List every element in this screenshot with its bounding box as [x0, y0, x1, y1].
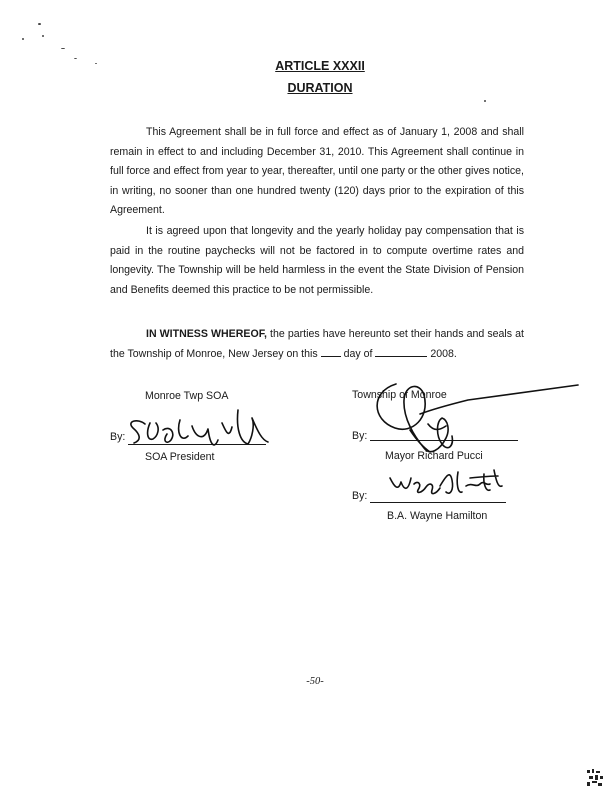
day-blank	[321, 346, 341, 357]
article-title: ARTICLE XXXII	[275, 59, 365, 73]
scan-speck	[484, 100, 486, 102]
ba-signature	[390, 470, 502, 494]
right-signer-2: B.A. Wayne Hamilton	[387, 510, 488, 522]
witness-year: 2008.	[427, 347, 457, 360]
witness-lead: IN WITNESS WHEREOF,	[146, 328, 267, 340]
section-title: DURATION	[287, 81, 353, 95]
right-by-label-2: By:	[352, 490, 368, 502]
right-by-label-1: By:	[352, 430, 368, 442]
scan-speck	[42, 35, 44, 37]
page-number: -50-	[306, 676, 324, 687]
right-signature-line-1	[370, 440, 518, 441]
right-signer-1: Mayor Richard Pucci	[385, 450, 483, 462]
witness-text: the parties have hereunto set their hands and seals at the Township of Monroe, New Jersey on this	[110, 328, 524, 360]
scan-corner-mark	[586, 768, 606, 788]
right-party-name: Township of Monroe	[352, 389, 447, 401]
left-by-label: By:	[110, 431, 126, 443]
paragraph-duration: This Agreement shall be in full force and effect as of January 1, 2008 and shall remain in effect to and including December 31, 2010. This Agreement shall continue in full force and effect from year to year, thereafter, until one party or the other gives notice, in writing, no sooner than one hundred twenty (120) days prior to the expiration of this Agreement.	[110, 126, 524, 216]
scan-speck	[38, 23, 41, 25]
scan-speck	[22, 38, 24, 40]
paragraph-witness	[110, 325, 524, 364]
left-signature-line	[128, 444, 266, 445]
paragraph-longevity: It is agreed upon that longevity and the yearly holiday pay compensation that is paid in the routine paychecks will not be factored in to compute overtime rates and longevity. The Township will be held harmless in the event the State Division of Pension and Benefits deemed this practice to be not permissible.	[110, 225, 524, 296]
scan-speck	[61, 48, 65, 49]
left-party-name: Monroe Twp SOA	[145, 390, 229, 402]
right-signature-line-2	[370, 502, 506, 503]
left-signer-title: SOA President	[145, 451, 215, 463]
scan-speck	[95, 63, 97, 64]
witness-day-of: day of	[340, 347, 373, 360]
scan-speck	[74, 58, 77, 59]
soa-signature	[131, 410, 268, 445]
month-blank	[375, 346, 427, 357]
